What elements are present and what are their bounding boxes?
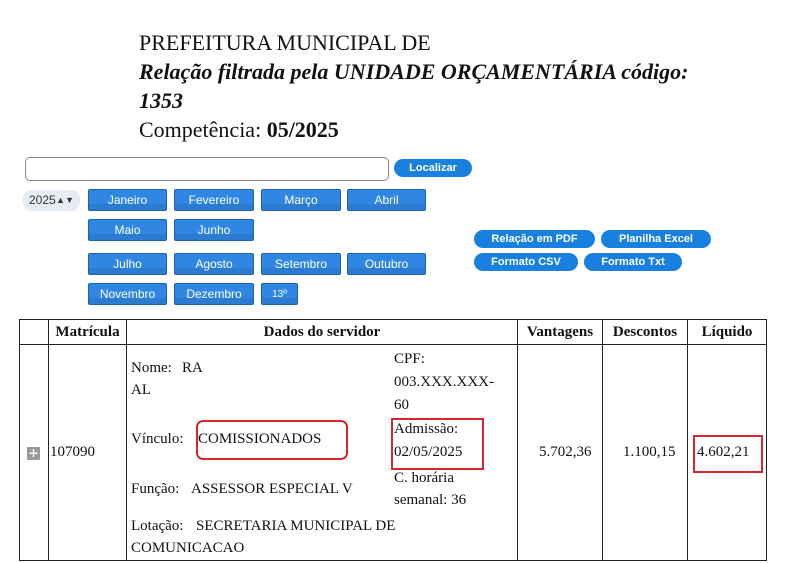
liquido-highlight <box>693 435 763 473</box>
lotacao-value-line1: SECRETARIA MUNICIPAL DE <box>196 518 396 534</box>
header-dados: Dados do servidor <box>127 320 518 345</box>
descontos-value: 1.100,15 <box>623 444 676 460</box>
year-value: 2025 <box>29 193 56 207</box>
lotacao-value-line2: COMUNICACAO <box>131 540 245 556</box>
matricula-cell <box>49 345 127 561</box>
cpf-value-line2: 60 <box>394 397 409 413</box>
vinculo-value: COMISSIONADOS <box>198 431 322 447</box>
expand-plus-icon[interactable]: + <box>28 446 39 460</box>
competencia <box>139 115 688 144</box>
vantagens-value: 5.702,36 <box>539 444 592 460</box>
nome-label: Nome: <box>131 360 172 376</box>
expander-cell <box>20 345 49 561</box>
descontos-cell <box>603 345 688 561</box>
export-pdf-button[interactable]: Relação em PDF <box>474 230 595 248</box>
month-button-13[interactable]: 13º <box>261 283 298 305</box>
dados-cell <box>127 345 518 561</box>
export-excel-button[interactable]: Planilha Excel <box>601 230 711 248</box>
competencia-label: Competência: <box>139 117 262 142</box>
month-button-abril[interactable]: Abril <box>347 189 426 211</box>
month-button-marco[interactable]: Março <box>261 189 341 211</box>
filter-description: Relação filtrada pela UNIDADE ORÇAMENTÁRIA código: <box>139 59 689 84</box>
cpf-value-line1: 003.XXX.XXX- <box>394 374 494 390</box>
liquido-value: 4.602,21 <box>697 444 750 460</box>
nome-value-line1: RA <box>182 360 203 376</box>
month-button-maio[interactable]: Maio <box>88 219 167 241</box>
carga-horaria-label: C. horária <box>394 470 454 486</box>
nome-value-line2: AL <box>131 382 151 398</box>
month-button-julho[interactable]: Julho <box>88 253 167 275</box>
table-row <box>20 345 767 561</box>
carga-horaria-value: semanal: 36 <box>394 492 467 508</box>
month-button-janeiro[interactable]: Janeiro <box>88 189 167 211</box>
municipality-title: PREFEITURA MUNICIPAL DE <box>139 30 431 55</box>
header-liquido: Líquido <box>688 320 767 345</box>
month-button-agosto[interactable]: Agosto <box>174 253 254 275</box>
month-button-junho[interactable]: Junho <box>174 219 254 241</box>
month-button-fevereiro[interactable]: Fevereiro <box>174 189 254 211</box>
year-select[interactable] <box>23 190 80 211</box>
header-vantagens: Vantagens <box>518 320 603 345</box>
report-header <box>139 28 688 144</box>
month-button-dezembro[interactable]: Dezembro <box>174 283 254 305</box>
funcao-label: Função: <box>131 481 180 497</box>
header-descontos: Descontos <box>603 320 688 345</box>
search-input[interactable] <box>25 157 389 181</box>
header-matricula: Matrícula <box>49 320 127 345</box>
export-txt-button[interactable]: Formato Txt <box>584 253 682 271</box>
header-expander <box>20 320 49 345</box>
export-csv-button[interactable]: Formato CSV <box>474 253 578 271</box>
updown-chevron-icon: ▲▼ <box>56 195 74 205</box>
unit-code: 1353 <box>139 88 183 113</box>
liquido-cell <box>688 345 767 561</box>
matricula-value: 107090 <box>50 444 95 460</box>
admissao-value: 02/05/2025 <box>394 444 463 460</box>
vinculo-highlight <box>196 420 348 460</box>
month-button-outubro[interactable]: Outubro <box>347 253 426 275</box>
month-button-novembro[interactable]: Novembro <box>88 283 167 305</box>
lotacao-label: Lotação: <box>131 518 184 534</box>
vinculo-label: Vínculo: <box>131 431 184 447</box>
admissao-label: Admissão: <box>394 421 459 437</box>
table-header-row <box>20 320 767 345</box>
funcao-value: ASSESSOR ESPECIAL V <box>191 481 353 497</box>
month-button-setembro[interactable]: Setembro <box>261 253 341 275</box>
competencia-value: 05/2025 <box>266 117 339 142</box>
admissao-highlight <box>391 418 484 470</box>
cpf-label: CPF: <box>394 351 425 367</box>
vantagens-cell <box>518 345 603 561</box>
search-button[interactable]: Localizar <box>394 159 472 177</box>
payroll-table <box>19 319 767 561</box>
